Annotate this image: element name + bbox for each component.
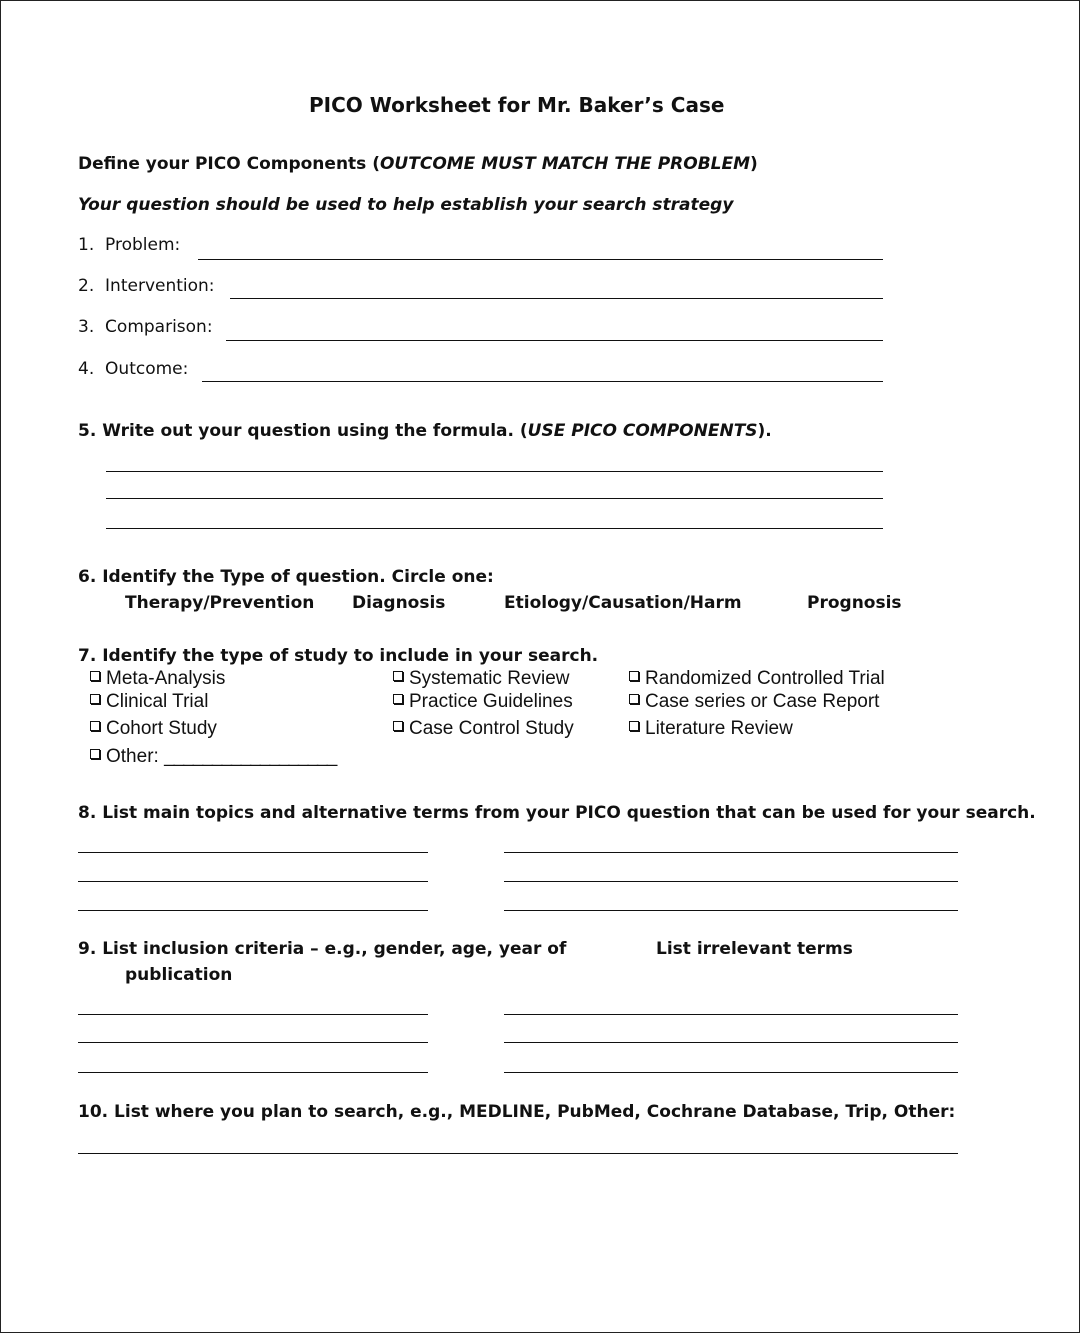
item-number: 1.: [78, 235, 95, 255]
checkbox-icon: [629, 694, 639, 704]
q5-answer-line-2[interactable]: [106, 498, 883, 499]
pico-item-outcome: [78, 359, 188, 379]
intervention-answer-line[interactable]: [230, 298, 883, 299]
q9-left-line-2[interactable]: [78, 1042, 428, 1043]
checkbox-icon: [629, 721, 639, 731]
problem-answer-line[interactable]: [198, 259, 883, 260]
study-checkbox-randomized-controlled-trial[interactable]: [629, 668, 885, 690]
q5-answer-line-1[interactable]: [106, 471, 883, 472]
q8-left-line-3[interactable]: [78, 910, 428, 911]
q9-prompt: 9. List inclusion criteria – e.g., gender, age, year of: [78, 939, 567, 959]
guidance-text: Your question should be used to help establish your search strategy: [78, 195, 734, 215]
study-checkbox-literature-review[interactable]: [629, 718, 793, 740]
checkbox-label: Meta-Analysis: [106, 668, 226, 689]
define-emphasis: OUTCOME MUST MATCH THE PROBLEM: [379, 154, 751, 174]
q8-prompt: 8. List main topics and alternative terms from your PICO question that can be used for your search.: [78, 803, 1036, 823]
item-label: Problem:: [105, 235, 181, 255]
item-number: 2.: [78, 276, 95, 296]
checkbox-icon: [393, 671, 403, 681]
q9-right-line-3[interactable]: [504, 1072, 958, 1073]
checkbox-icon: [90, 694, 100, 704]
q6-option-prognosis[interactable]: Prognosis: [807, 593, 902, 613]
study-checkbox-practice-guidelines[interactable]: [393, 691, 573, 713]
checkbox-label: Literature Review: [645, 718, 793, 739]
item-label: Intervention:: [105, 276, 215, 296]
q6-option-diagnosis[interactable]: Diagnosis: [352, 593, 446, 613]
item-label: Comparison:: [105, 317, 213, 337]
page-title: PICO Worksheet for Mr. Baker’s Case: [309, 93, 725, 117]
q6-prompt: 6. Identify the Type of question. Circle one:: [78, 567, 494, 587]
checkbox-label: Randomized Controlled Trial: [645, 668, 885, 689]
checkbox-icon: [393, 721, 403, 731]
q5-emphasis: USE PICO COMPONENTS: [527, 421, 758, 441]
q8-right-line-1[interactable]: [504, 852, 958, 853]
pico-item-comparison: [78, 317, 213, 337]
define-suffix: ): [750, 154, 758, 174]
q6-option-etiology[interactable]: Etiology/Causation/Harm: [504, 593, 742, 613]
q9-left-line-1[interactable]: [78, 1014, 428, 1015]
q8-right-line-3[interactable]: [504, 910, 958, 911]
study-checkbox-case-control-study[interactable]: [393, 718, 574, 740]
q8-right-line-2[interactable]: [504, 881, 958, 882]
q8-left-line-1[interactable]: [78, 852, 428, 853]
define-prefix: Define your PICO Components (: [78, 154, 380, 174]
q8-left-line-2[interactable]: [78, 881, 428, 882]
define-instructions: [78, 154, 758, 174]
outcome-answer-line[interactable]: [202, 381, 883, 382]
q9-right-line-1[interactable]: [504, 1014, 958, 1015]
checkbox-label: Other:: [106, 746, 159, 767]
q10-answer-line[interactable]: [78, 1153, 958, 1154]
study-checkbox-other[interactable]: [90, 746, 336, 768]
q9-right-line-2[interactable]: [504, 1042, 958, 1043]
q7-prompt: 7. Identify the type of study to include in your search.: [78, 646, 599, 666]
checkbox-label: Systematic Review: [409, 668, 570, 689]
checkbox-label: Case series or Case Report: [645, 691, 880, 712]
checkbox-label: Clinical Trial: [106, 691, 209, 712]
q9-left-line-3[interactable]: [78, 1072, 428, 1073]
comparison-answer-line[interactable]: [226, 340, 883, 341]
q9-prompt-continued: publication: [125, 965, 233, 985]
checkbox-icon: [90, 671, 100, 681]
item-number: 3.: [78, 317, 95, 337]
item-label: Outcome:: [105, 359, 189, 379]
checkbox-label: Cohort Study: [106, 718, 217, 739]
q6-option-therapy[interactable]: Therapy/Prevention: [125, 593, 315, 613]
checkbox-label: Case Control Study: [409, 718, 574, 739]
study-checkbox-systematic-review[interactable]: [393, 668, 570, 690]
study-checkbox-meta-analysis[interactable]: [90, 668, 225, 690]
q5-prefix: 5. Write out your question using the formula. (: [78, 421, 528, 441]
item-number: 4.: [78, 359, 95, 379]
q5-suffix: ).: [757, 421, 772, 441]
pico-item-intervention: [78, 276, 215, 296]
checkbox-label: Practice Guidelines: [409, 691, 573, 712]
study-checkbox-cohort-study[interactable]: [90, 718, 217, 740]
checkbox-icon: [629, 671, 639, 681]
checkbox-icon: [90, 749, 100, 759]
checkbox-icon: [393, 694, 403, 704]
pico-item-problem: [78, 235, 180, 255]
q9-irrelevant-terms-label: List irrelevant terms: [656, 939, 853, 959]
study-checkbox-clinical-trial[interactable]: [90, 691, 208, 713]
q5-answer-line-3[interactable]: [106, 528, 883, 529]
q10-prompt: 10. List where you plan to search, e.g., MEDLINE, PubMed, Cochrane Database, Trip, Other:: [78, 1102, 956, 1122]
other-blank[interactable]: __________________: [164, 746, 337, 767]
study-checkbox-case-series[interactable]: [629, 691, 879, 713]
checkbox-icon: [90, 721, 100, 731]
q5-prompt: [78, 421, 772, 441]
